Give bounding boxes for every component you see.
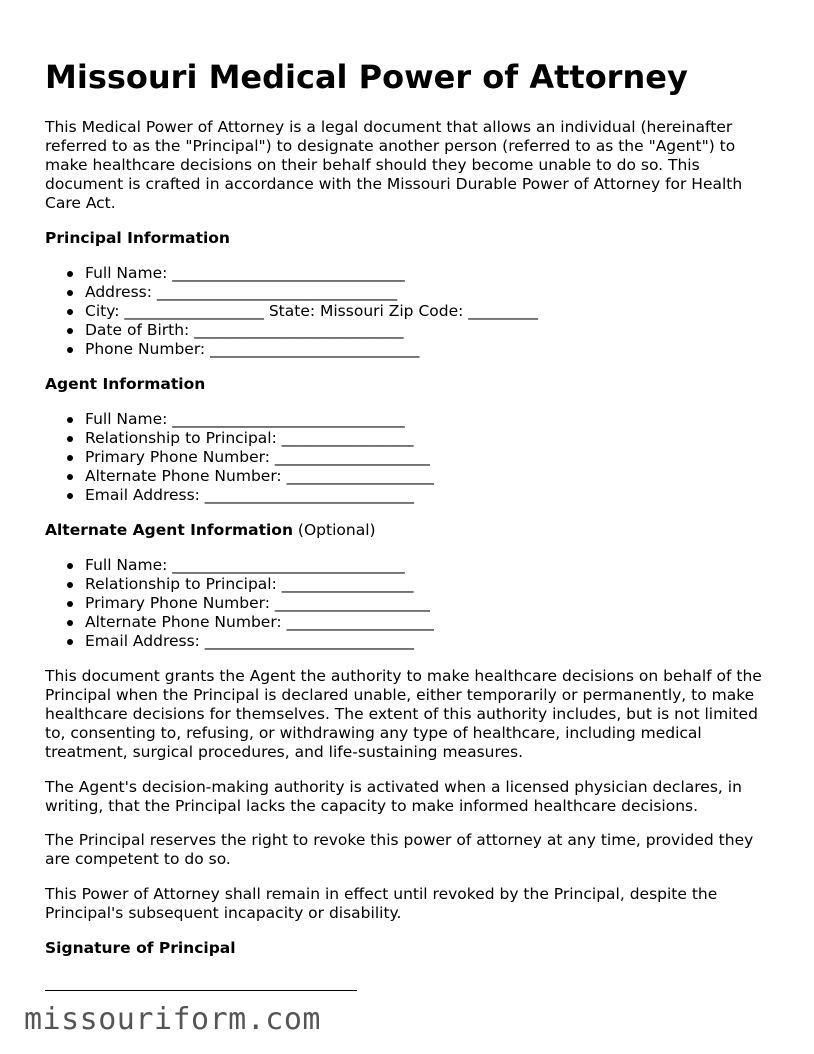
alternate-agent-primary-phone: Primary Phone Number: ____________________	[45, 594, 775, 613]
alternate-agent-email: Email Address: ___________________________	[45, 632, 775, 651]
authority-paragraph: This document grants the Agent the authority to make healthcare decisions on behalf of the Principal when the Principal is declared unable, either temporarily or permanently, to make healthcare decisions for themselves. The extent of this authority includes, but is not limited to, consenting to, refusing, or withdrawing any type of healthcare, including medical treatment, surgical procedures, and life-sustaining measures.	[45, 667, 762, 761]
optional-label: (Optional)	[293, 521, 376, 539]
agent-alternate-phone: Alternate Phone Number: ___________________	[45, 467, 775, 486]
revocation-paragraph: The Principal reserves the right to revoke this power of attorney at any time, provided they are competent to do so.	[45, 831, 754, 868]
alternate-agent-list	[45, 556, 775, 651]
principal-dob: Date of Birth: ___________________________	[45, 321, 775, 340]
signature-line[interactable]	[45, 990, 357, 991]
principal-heading: Principal Information	[45, 229, 230, 247]
watermark: missouriform.com	[24, 1002, 321, 1037]
principal-full-name: Full Name: ______________________________	[45, 264, 775, 283]
document-title: Missouri Medical Power of Attorney	[45, 58, 688, 96]
alternate-agent-heading-text: Alternate Agent Information	[45, 521, 293, 539]
agent-primary-phone: Primary Phone Number: ____________________	[45, 448, 775, 467]
alternate-agent-relationship: Relationship to Principal: _________________	[45, 575, 775, 594]
principal-address: Address: _______________________________	[45, 283, 775, 302]
alternate-agent-alternate-phone: Alternate Phone Number: ___________________	[45, 613, 775, 632]
principal-list	[45, 264, 775, 359]
alternate-agent-heading	[45, 521, 775, 540]
duration-paragraph: This Power of Attorney shall remain in effect until revoked by the Principal, despite the Principal's subsequent incapacity or disability.	[45, 885, 718, 922]
agent-relationship: Relationship to Principal: _________________	[45, 429, 775, 448]
agent-list	[45, 410, 775, 505]
alternate-agent-full-name: Full Name: ______________________________	[45, 556, 775, 575]
activation-paragraph: The Agent's decision-making authority is activated when a licensed physician declares, in writing, that the Principal lacks the capacity to make informed healthcare decisions.	[45, 778, 742, 815]
principal-city-state-zip: City: __________________ State: Missouri Zip Code: _________	[45, 302, 775, 321]
agent-full-name: Full Name: ______________________________	[45, 410, 775, 429]
signature-heading: Signature of Principal	[45, 939, 236, 957]
agent-email: Email Address: ___________________________	[45, 486, 775, 505]
agent-heading: Agent Information	[45, 375, 206, 393]
principal-phone: Phone Number: ___________________________	[45, 340, 775, 359]
intro-paragraph: This Medical Power of Attorney is a legal document that allows an individual (hereinafter referred to as the "Principal") to designate another person (referred to as the "Agent") to make healthcare decisions on their behalf should they become unable to do so. This document is crafted in accordance with the Missouri Durable Power of Attorney for Health Care Act.	[45, 118, 743, 212]
